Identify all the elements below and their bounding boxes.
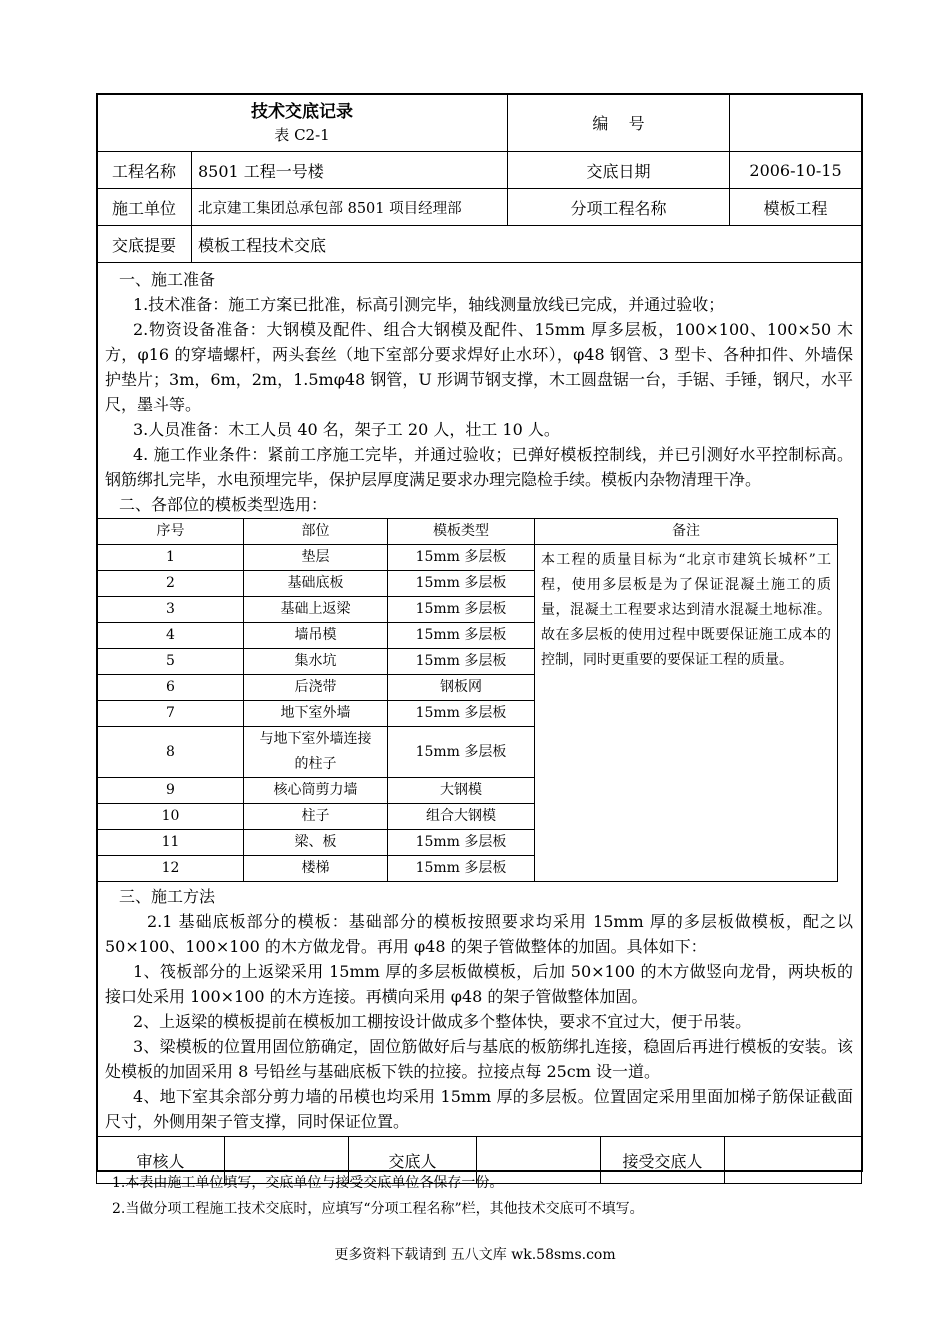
form-title-cell bbox=[97, 94, 508, 152]
location-cell: 基础上返梁 bbox=[244, 597, 388, 623]
row-number-cell: 4 bbox=[98, 623, 244, 649]
form-notes bbox=[112, 1170, 872, 1222]
template-type-cell: 15mm 多层板 bbox=[388, 856, 535, 882]
footer-download-link[interactable]: 更多资料下载请到 五八文库 wk.58sms.com bbox=[334, 1247, 616, 1263]
summary-value[interactable]: 模板工程技术交底 bbox=[192, 226, 862, 263]
template-type-cell: 15mm 多层板 bbox=[388, 623, 535, 649]
row-number-cell: 5 bbox=[98, 649, 244, 675]
row-number-cell: 1 bbox=[98, 545, 244, 571]
section-3-title: 三、施工方法 bbox=[119, 887, 216, 906]
template-type-cell: 大钢模 bbox=[388, 778, 535, 804]
reviewer-label: 审核人 bbox=[97, 1137, 225, 1184]
row-number-cell: 3 bbox=[98, 597, 244, 623]
section-1-para-2: 2.物资设备准备：大钢模及配件、组合大钢模及配件、15mm 厚多层板，100×100、100×50 木方，φ16 的穿墙螺杆，两头套丝（地下室部分要求焊好止水环），φ48 钢管、3 型卡、各种扣件、外墙保护垫片；3m，6m，2m，1.5mφ48 钢管，U 形调节钢支撑，木工圆盘锯一台，手锯、手锤，钢尺，水平尺，墨斗等。 bbox=[105, 320, 854, 414]
template-type-cell: 钢板网 bbox=[388, 675, 535, 701]
template-type-cell: 15mm 多层板 bbox=[388, 545, 535, 571]
template-type-cell: 15mm 多层板 bbox=[388, 727, 535, 778]
row-number-cell: 10 bbox=[98, 804, 244, 830]
section-3-para-4: 3、梁模板的位置用固位筋确定，固位筋做好后与基底的板筋绑扎连接，稳固后再进行模板的安装。该处模板的加固采用 8 号铅丝与基础底板下铁的拉接。拉接点每 25cm 设一道。 bbox=[105, 1037, 854, 1081]
table-header-cell: 模板类型 bbox=[388, 519, 535, 545]
receiver-label: 接受交底人 bbox=[601, 1137, 725, 1184]
number-label: 编 号 bbox=[508, 94, 730, 152]
location-cell: 柱子 bbox=[244, 804, 388, 830]
location-cell: 地下室外墙 bbox=[244, 701, 388, 727]
section-1-para-4: 4. 施工作业条件：紧前工序施工完毕，并通过验收；已弹好模板控制线，并已引测好水平控制标高。钢筋绑扎完毕，水电预埋完毕，保护层厚度满足要求办理完隐检手续。模板内杂物清理干净。 bbox=[105, 445, 854, 489]
subproject-value[interactable]: 模板工程 bbox=[730, 189, 862, 226]
section-3-para-2: 1、筏板部分的上返梁采用 15mm 厚的多层板做模板，后加 50×100 的木方做竖向龙骨，两块板的接口处采用 100×100 的木方连接。再横向采用 φ48 的架子管做整体加固。 bbox=[105, 962, 854, 1006]
subproject-label: 分项工程名称 bbox=[508, 189, 730, 226]
section-3-para-1: 2.1 基础底板部分的模板：基础部分的模板按照要求均采用 15mm 厚的多层板做模板，配之以 50×100、100×100 的木方做龙骨。再用 φ48 的架子管做整体的加固。具体如下： bbox=[105, 912, 854, 956]
location-cell: 与地下室外墙连接的柱子 bbox=[244, 727, 388, 778]
section-1-para-1: 1.技术准备：施工方案已批准，标高引测完毕，轴线测量放线已完成，并通过验收； bbox=[133, 295, 725, 314]
row-number-cell: 7 bbox=[98, 701, 244, 727]
row-number-cell: 6 bbox=[98, 675, 244, 701]
number-value[interactable] bbox=[730, 94, 862, 152]
section-3-para-3: 2、上返梁的模板提前在模板加工棚按设计做成多个整体快，要求不宜过大，便于吊装。 bbox=[133, 1012, 752, 1031]
contractor-label: 施工单位 bbox=[97, 189, 192, 226]
date-value[interactable]: 2006-10-15 bbox=[730, 152, 862, 189]
row-number-cell: 9 bbox=[98, 778, 244, 804]
technical-disclosure-form bbox=[96, 93, 861, 1184]
template-type-cell: 15mm 多层板 bbox=[388, 701, 535, 727]
discloser-label: 交底人 bbox=[349, 1137, 477, 1184]
location-cell: 楼梯 bbox=[244, 856, 388, 882]
form-title: 技术交底记录 bbox=[251, 101, 353, 122]
row-number-cell: 2 bbox=[98, 571, 244, 597]
note-1: 1.本表由施工单位填写，交底单位与接受交底单位各保存一份。 bbox=[112, 1175, 504, 1191]
date-label: 交底日期 bbox=[508, 152, 730, 189]
template-type-cell: 组合大钢模 bbox=[388, 804, 535, 830]
contractor-value[interactable]: 北京建工集团总承包部 8501 项目经理部 bbox=[192, 189, 508, 226]
project-name-value[interactable]: 8501 工程一号楼 bbox=[192, 152, 508, 189]
row-number-cell: 11 bbox=[98, 830, 244, 856]
section-1-para-3: 3.人员准备：木工人员 40 名，架子工 20 人，壮工 10 人。 bbox=[133, 420, 560, 439]
summary-label: 交底提要 bbox=[97, 226, 192, 263]
table-header-row bbox=[98, 519, 838, 545]
template-type-table bbox=[97, 518, 838, 882]
note-2: 2.当做分项工程施工技术交底时，应填写“分项工程名称”栏，其他技术交底可不填写。 bbox=[112, 1201, 644, 1217]
location-cell: 核心筒剪力墙 bbox=[244, 778, 388, 804]
form-table bbox=[96, 93, 862, 1137]
template-type-cell: 15mm 多层板 bbox=[388, 597, 535, 623]
location-cell: 后浇带 bbox=[244, 675, 388, 701]
location-cell: 梁、板 bbox=[244, 830, 388, 856]
project-name-label: 工程名称 bbox=[97, 152, 192, 189]
section-3-para-5: 4、地下室其余部分剪力墙的吊模也均采用 15mm 厚的多层板。位置固定采用里面加梯子筋保证截面尺寸，外侧用架子管支撑，同时保证位置。 bbox=[105, 1087, 854, 1131]
template-type-cell: 15mm 多层板 bbox=[388, 830, 535, 856]
template-type-cell: 15mm 多层板 bbox=[388, 649, 535, 675]
row-number-cell: 12 bbox=[98, 856, 244, 882]
form-code: 表 C2-1 bbox=[274, 125, 330, 144]
location-cell: 墙吊模 bbox=[244, 623, 388, 649]
template-type-cell: 15mm 多层板 bbox=[388, 571, 535, 597]
table-header-cell: 部位 bbox=[244, 519, 388, 545]
table-header-cell: 序号 bbox=[98, 519, 244, 545]
location-cell: 垫层 bbox=[244, 545, 388, 571]
row-number-cell: 8 bbox=[98, 727, 244, 778]
table-row bbox=[98, 545, 838, 571]
disclosure-content bbox=[97, 263, 862, 1137]
table-header-cell: 备注 bbox=[535, 519, 838, 545]
remark-cell: 本工程的质量目标为“北京市建筑长城杯”工程，使用多层板是为了保证混凝土施工的质量，混凝土工程要求达到清水混凝土地标准。故在多层板的使用过程中既要保证施工成本的控制，同时更重要的要保证工程的质量。 bbox=[535, 545, 838, 882]
location-cell: 基础底板 bbox=[244, 571, 388, 597]
location-cell: 集水坑 bbox=[244, 649, 388, 675]
section-1-title: 一、施工准备 bbox=[119, 270, 216, 289]
section-2-title: 二、各部位的模板类型选用： bbox=[119, 495, 328, 514]
